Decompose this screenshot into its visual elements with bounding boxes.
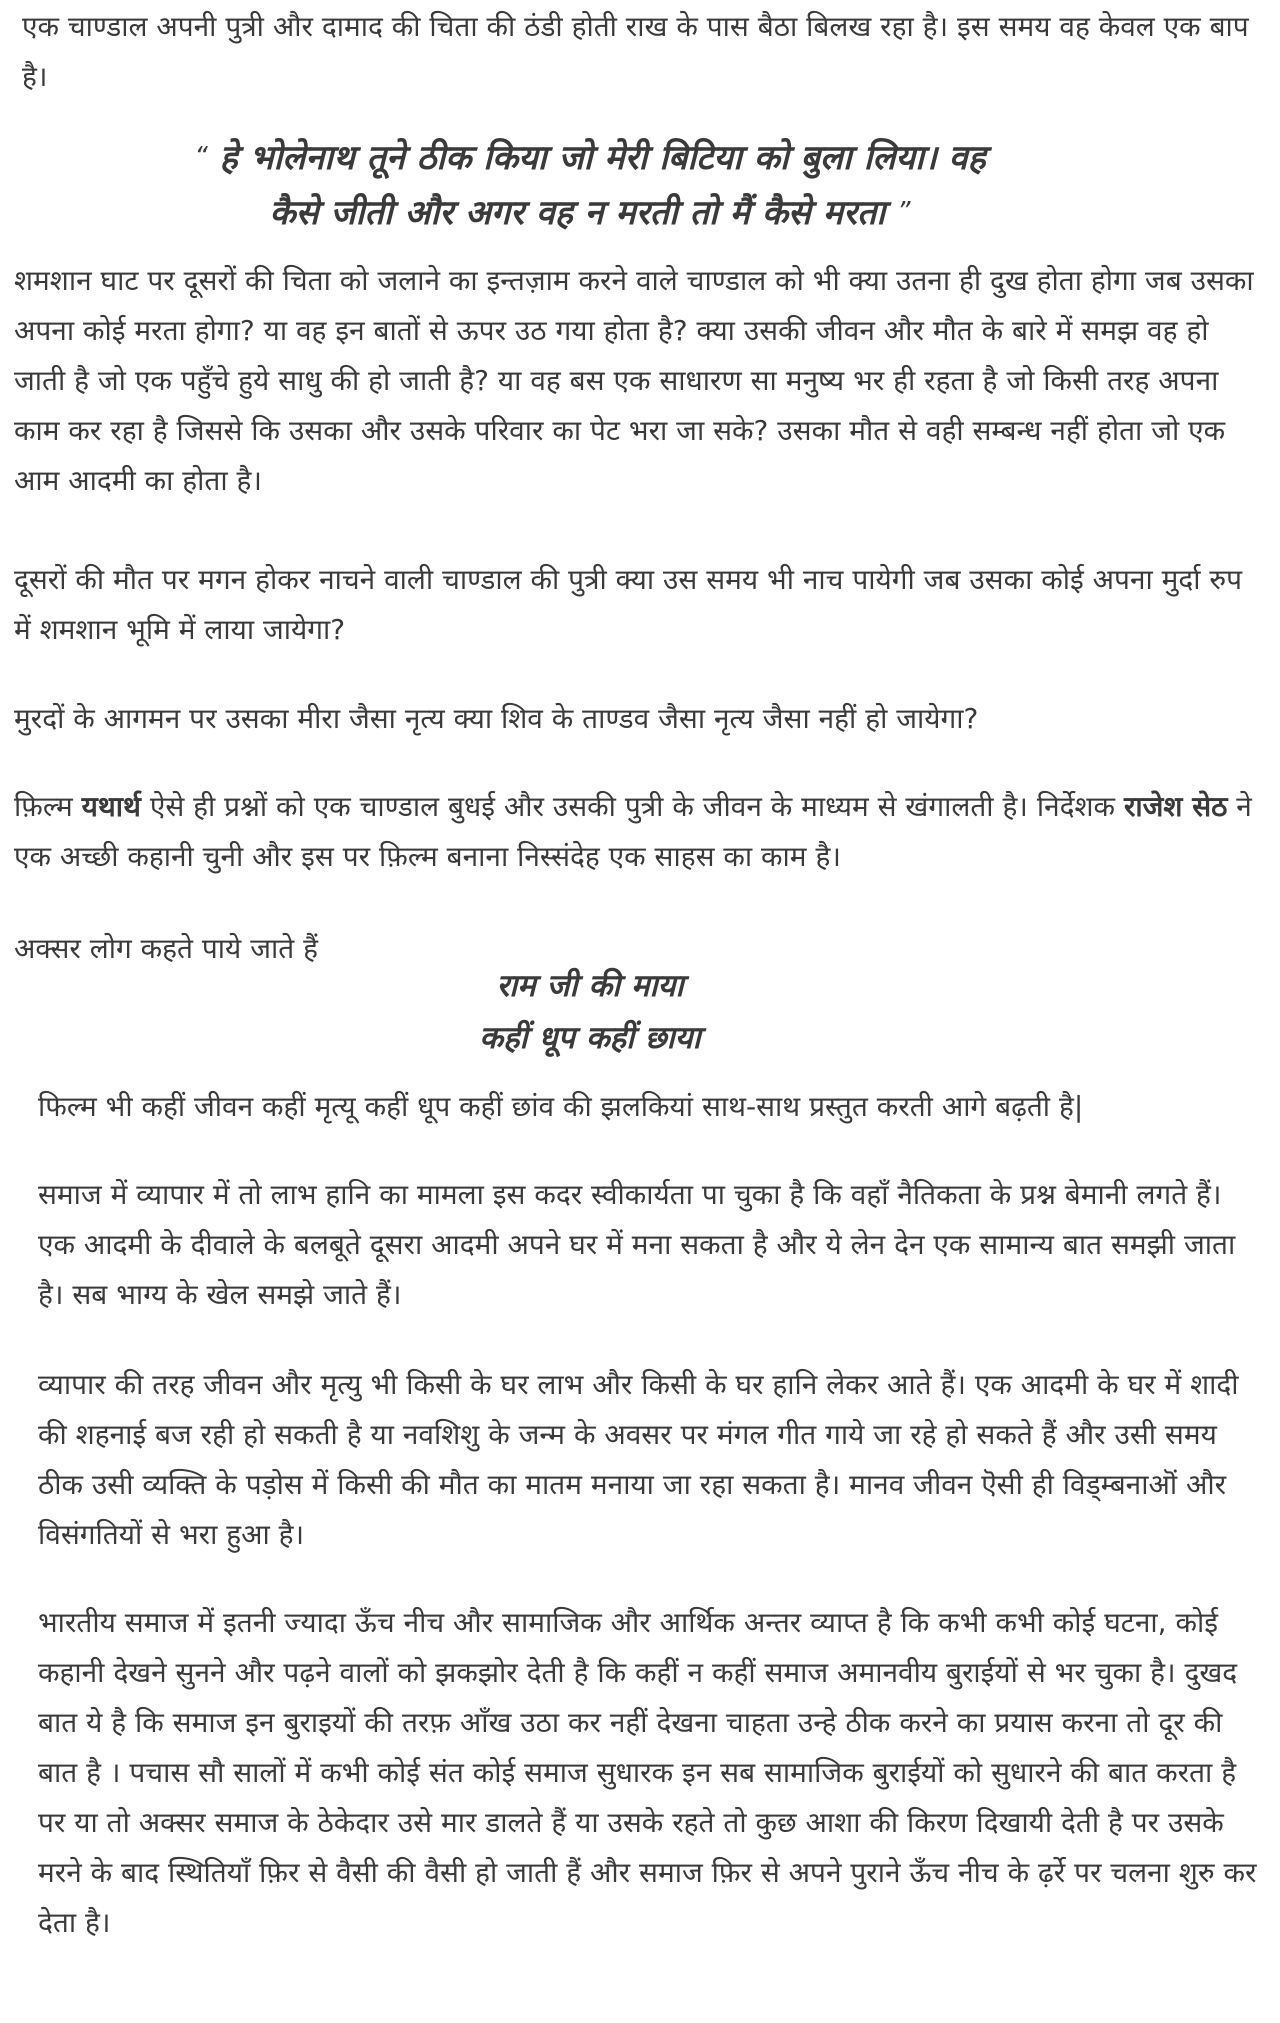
quote-close-mark: ” <box>897 197 911 227</box>
quote-open-mark: “ <box>194 142 208 172</box>
couplet-block <box>300 960 880 1064</box>
paragraph-film-glimpses: फिल्म भी कहीं जीवन कहीं मृत्यू कहीं धूप कहीं छांव की झलकियां साथ-साथ प्रस्तुत करती आगे बढ़ती है| <box>38 1090 1084 1123</box>
film-intro-post: ने एक अच्छी कहानी चुनी और इस पर फ़िल्म बनाना निस्संदेह एक साहस का काम है। <box>14 790 1252 873</box>
quote-line-1: हे भोलेनाथ तूने ठीक किया जो मेरी बिटिया को बुला लिया। वह <box>219 138 986 178</box>
film-intro-pre: फ़िल्म <box>14 790 82 823</box>
paragraph-film-intro <box>14 782 1254 882</box>
paragraph-meera-dance: मुरदों के आगमन पर उसका मीरा जैसा नृत्य क्या शिव के ताण्डव जैसा नृत्य जैसा नहीं हो जायेगा? <box>14 702 979 735</box>
paragraph-indian-society: भारतीय समाज में इतनी ज्यादा ऊँच नीच और सामाजिक और आर्थिक अन्तर व्याप्त है कि कभी कभी कोई घटना, कोई कहानी देखने सुनने और पढ़ने वालों को झकझोर देती है कि कहीं न कहीं समाज अमानवीय बुराईयों से भर चुका है। दुखद बात ये है कि समाज इन बुराइयों की तरफ़ आँख उठा कर नहीं देखना चाहता उन्हे ठीक करने का प्रयास करना तो दूर की बात है । पचास सौ सालों में कभी कोई संत कोई समाज सुधारक इन सब सामाजिक बुराईयों को सुधारने की बात करता है पर या तो अक्सर समाज के ठेकेदार उसे मार डालते हैं या उसके रहते तो कुछ आशा की किरण दिखायी देती है पर उसके मरने के बाद स्थितियाँ फ़िर से वैसी की वैसी हो जाती हैं और समाज फ़िर से अपने पुराने ऊँच नीच के ढ़र्रे पर चलना शुरु कर देता है। <box>38 1606 1257 1939</box>
paragraph-saying-intro: अक्सर लोग कहते पाये जाते हैं <box>14 932 318 965</box>
director-name: राजेश सेठ <box>1123 790 1228 823</box>
paragraph-life-death: व्यापार की तरह जीवन और मृत्यु भी किसी के घर लाभ और किसी के घर हानि लेकर आते हैं। एक आदमी के घर में शादी की शहनाई बज रही हो सकती है या नवशिशु के जन्म के अवसर पर मंगल गीत गाये जा रहे हो सकते हैं और उसी समय ठीक उसी व्यक्ति के पड़ोस में किसी की मौत का मातम मनाया जा रहा सकता है। मानव जीवन ऎसी ही विड्म्बनाऒं और विसंगतियों से भरा हुआ है। <box>38 1368 1239 1551</box>
couplet-line-1: राम जी की माया <box>496 968 684 1004</box>
quote-block <box>60 130 1120 240</box>
quote-line-2: कैसे जीती और अगर वह न मरती तो मैं कैसे मरता <box>269 193 886 233</box>
film-intro-mid: ऐसे ही प्रश्नों को एक चाण्डाल बुधई और उसकी पुत्री के जीवन के माध्यम से खंगालती है। निर्देशक <box>140 790 1124 823</box>
paragraph-trade-society: समाज में व्यापार में तो लाभ हानि का मामला इस कदर स्वीकार्यता पा चुका है कि वहाँ नैतिकता के प्रश्न बेमानी लगते हैं। एक आदमी के दीवाले के बलबूते दूसरा आदमी अपने घर में मना सकता है और ये लेन देन एक सामान्य बात समझी जाता है। सब भाग्य के खेल समझे जाते हैं। <box>38 1178 1236 1311</box>
paragraph-dancing-daughter: दूसरों की मौत पर मगन होकर नाचने वाली चाण्डाल की पुत्री क्या उस समय भी नाच पायेगी जब उसका कोई अपना मुर्दा रुप में शमशान भूमि में लाया जायेगा? <box>14 563 1243 646</box>
paragraph-intro: एक चाण्डाल अपनी पुत्री और दामाद की चिता की ठंडी होती राख के पास बैठा बिलख रहा है। इस समय वह केवल एक बाप है। <box>22 10 1249 93</box>
paragraph-chandal-questions: शमशान घाट पर दूसरों की चिता को जलाने का इन्तज़ाम करने वाले चाण्डाल को भी क्या उतना ही दुख होता होगा जब उसका अपना कोई मरता होगा? या वह इन बातों से ऊपर उठ गया होता है? क्या उसकी जीवन और मौत के बारे में समझ वह हो जाती है जो एक पहुँचे हुये साधु की हो जाती है? या वह बस एक साधारण सा मनुष्य भर ही रहता है जो किसी तरह अपना काम कर रहा है जिससे कि उसका और उसके परिवार का पेट भरा जा सके? उसका मौत से वही सम्बन्ध नहीं होता जो एक आम आदमी का होता है। <box>14 264 1254 497</box>
couplet-line-2: कहीं धूप कहीं छाया <box>479 1020 701 1056</box>
film-title: यथार्थ <box>81 790 141 823</box>
